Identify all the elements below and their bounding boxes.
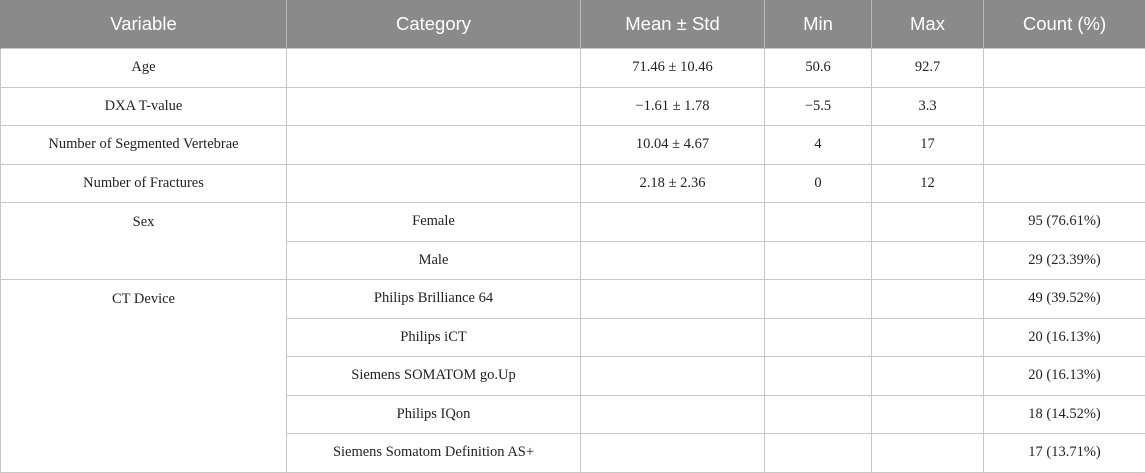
cell-max (872, 280, 984, 319)
cell-category: Philips IQon (287, 395, 581, 434)
cell-min (765, 434, 872, 473)
cell-mean-std: 10.04 ± 4.67 (581, 126, 765, 165)
cell-count: 18 (14.52%) (984, 395, 1145, 434)
cell-category (287, 164, 581, 203)
table-row (1, 87, 1145, 126)
cell-count (984, 87, 1145, 126)
cell-category: Philips iCT (287, 318, 581, 357)
cell-min (765, 318, 872, 357)
cell-variable: DXA T-value (1, 87, 287, 126)
cell-mean-std: −1.61 ± 1.78 (581, 87, 765, 126)
cell-variable: Number of Fractures (1, 164, 287, 203)
cell-count (984, 164, 1145, 203)
cell-count: 20 (16.13%) (984, 357, 1145, 396)
cell-min (765, 357, 872, 396)
cell-count: 17 (13.71%) (984, 434, 1145, 473)
cell-count: 20 (16.13%) (984, 318, 1145, 357)
cell-min: −5.5 (765, 87, 872, 126)
header-min: Min (765, 0, 872, 49)
cell-category: Male (287, 241, 581, 280)
cell-max (872, 241, 984, 280)
table-row (1, 280, 1145, 319)
table-row (1, 203, 1145, 242)
cell-count (984, 126, 1145, 165)
cell-max (872, 434, 984, 473)
cell-count: 95 (76.61%) (984, 203, 1145, 242)
cell-variable: Sex (1, 203, 287, 280)
cell-mean-std (581, 241, 765, 280)
cell-category: Female (287, 203, 581, 242)
cell-category (287, 87, 581, 126)
cell-variable: Age (1, 49, 287, 88)
cell-max (872, 357, 984, 396)
cell-mean-std: 71.46 ± 10.46 (581, 49, 765, 88)
cell-count (984, 49, 1145, 88)
cell-mean-std (581, 395, 765, 434)
cell-category: Siemens Somatom Definition AS+ (287, 434, 581, 473)
cell-mean-std (581, 434, 765, 473)
header-count: Count (%) (984, 0, 1145, 49)
cell-max (872, 318, 984, 357)
cell-mean-std (581, 318, 765, 357)
header-max: Max (872, 0, 984, 49)
cell-category: Philips Brilliance 64 (287, 280, 581, 319)
cell-mean-std: 2.18 ± 2.36 (581, 164, 765, 203)
table-row (1, 164, 1145, 203)
cell-category (287, 49, 581, 88)
cell-min: 0 (765, 164, 872, 203)
cell-variable: Number of Segmented Vertebrae (1, 126, 287, 165)
cell-max: 12 (872, 164, 984, 203)
header-row (1, 0, 1145, 49)
cell-min (765, 280, 872, 319)
cell-max: 3.3 (872, 87, 984, 126)
cell-max (872, 395, 984, 434)
cell-max: 17 (872, 126, 984, 165)
cell-min: 50.6 (765, 49, 872, 88)
table-row (1, 49, 1145, 88)
header-category: Category (287, 0, 581, 49)
cell-min: 4 (765, 126, 872, 165)
table-row (1, 126, 1145, 165)
cell-min (765, 203, 872, 242)
header-mean-std: Mean ± Std (581, 0, 765, 49)
cell-min (765, 241, 872, 280)
cell-max (872, 203, 984, 242)
cell-mean-std (581, 203, 765, 242)
cell-max: 92.7 (872, 49, 984, 88)
cell-category (287, 126, 581, 165)
cell-count: 49 (39.52%) (984, 280, 1145, 319)
cell-variable: CT Device (1, 280, 287, 473)
cell-mean-std (581, 280, 765, 319)
cell-min (765, 395, 872, 434)
header-variable: Variable (1, 0, 287, 49)
cell-count: 29 (23.39%) (984, 241, 1145, 280)
cell-mean-std (581, 357, 765, 396)
cell-category: Siemens SOMATOM go.Up (287, 357, 581, 396)
